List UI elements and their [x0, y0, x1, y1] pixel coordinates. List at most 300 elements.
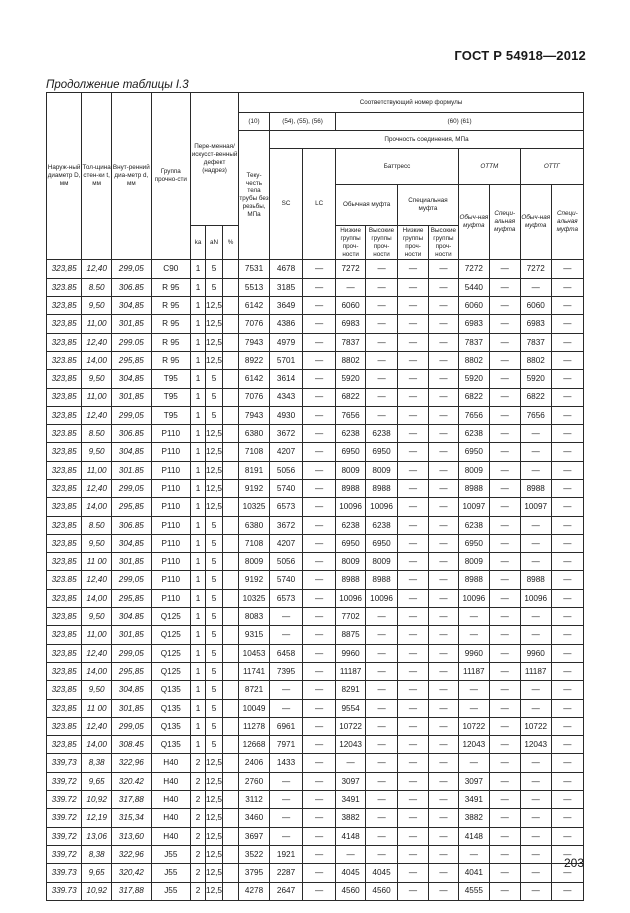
cell-buttress-regular-low: 8291: [336, 681, 366, 699]
table-row: [47, 845, 584, 863]
cell-ottm-regular: —: [458, 754, 489, 772]
cell-outer-diameter: 339.73: [47, 882, 82, 900]
header-buttress-special-low: Низкие группы проч-ности: [398, 226, 429, 260]
cell-strength-group: P110: [151, 498, 190, 516]
cell-strength-group: J55: [151, 864, 190, 882]
cell-sc: —: [270, 699, 303, 717]
cell-outer-diameter: 323,85: [47, 516, 82, 534]
cell-percent: [223, 717, 239, 735]
cell-k-a: 1: [191, 425, 206, 443]
cell-strength-group: P110: [151, 589, 190, 607]
cell-buttress-regular-high: 6950: [366, 443, 398, 461]
cell-buttress-regular-high: —: [366, 351, 398, 369]
cell-ottg-special: —: [551, 772, 583, 790]
cell-buttress-regular-high: 6238: [366, 516, 398, 534]
cell-buttress-regular-low: 7272: [336, 260, 366, 278]
cell-k-a: 1: [191, 406, 206, 424]
cell-strength-group: R 95: [151, 297, 190, 315]
cell-ottm-special: —: [489, 589, 520, 607]
cell-buttress-special-low: —: [398, 736, 429, 754]
cell-yield-pressure: 8009: [239, 553, 270, 571]
table-row: [47, 553, 584, 571]
cell-lc: —: [303, 534, 336, 552]
cell-outer-diameter: 339,72: [47, 772, 82, 790]
cell-lc: —: [303, 864, 336, 882]
cell-lc: —: [303, 772, 336, 790]
cell-sc: 2647: [270, 882, 303, 900]
cell-a-n: 5: [205, 589, 222, 607]
cell-a-n: 5: [205, 644, 222, 662]
header-strength-group: Группа прочно-сти: [151, 93, 190, 260]
cell-ottm-special: —: [489, 608, 520, 626]
cell-lc: —: [303, 699, 336, 717]
cell-ottg-special: —: [551, 754, 583, 772]
cell-buttress-special-high: —: [428, 297, 458, 315]
cell-outer-diameter: 323,85: [47, 736, 82, 754]
cell-k-a: 1: [191, 498, 206, 516]
cell-buttress-regular-low: 3882: [336, 809, 366, 827]
cell-buttress-regular-low: 8009: [336, 461, 366, 479]
cell-strength-group: R 95: [151, 315, 190, 333]
cell-buttress-special-low: —: [398, 425, 429, 443]
cell-lc: —: [303, 351, 336, 369]
cell-sc: —: [270, 608, 303, 626]
table-row: [47, 809, 584, 827]
table-row: [47, 516, 584, 534]
cell-sc: 4343: [270, 388, 303, 406]
cell-buttress-special-high: —: [428, 315, 458, 333]
cell-buttress-special-high: —: [428, 864, 458, 882]
cell-sc: 5056: [270, 553, 303, 571]
cell-sc: 3185: [270, 278, 303, 296]
cell-ottm-special: —: [489, 791, 520, 809]
cell-buttress-special-high: —: [428, 717, 458, 735]
cell-buttress-special-high: —: [428, 662, 458, 680]
table-row: [47, 754, 584, 772]
cell-buttress-regular-high: —: [366, 333, 398, 351]
cell-ottg-special: —: [551, 809, 583, 827]
header-formula-54-56: (54), (55), (56): [270, 113, 336, 131]
cell-buttress-regular-low: 7837: [336, 333, 366, 351]
table-row: [47, 297, 584, 315]
cell-yield-pressure: 11278: [239, 717, 270, 735]
cell-outer-diameter: 323,85: [47, 589, 82, 607]
cell-ottg-special: —: [551, 278, 583, 296]
cell-ottg-regular: —: [520, 827, 551, 845]
cell-wall-thickness: 8,38: [82, 754, 112, 772]
cell-inner-diameter: 299,05: [112, 406, 151, 424]
cell-buttress-regular-high: —: [366, 626, 398, 644]
cell-ottg-regular: —: [520, 681, 551, 699]
cell-sc: 5740: [270, 480, 303, 498]
cell-percent: [223, 608, 239, 626]
cell-percent: [223, 351, 239, 369]
cell-wall-thickness: 11,00: [82, 626, 112, 644]
cell-sc: 3672: [270, 516, 303, 534]
cell-inner-diameter: 301,85: [112, 388, 151, 406]
cell-inner-diameter: 315,34: [112, 809, 151, 827]
cell-ottm-special: —: [489, 406, 520, 424]
cell-sc: 2287: [270, 864, 303, 882]
cell-a-n: 12,5: [205, 882, 222, 900]
cell-yield-pressure: 10325: [239, 589, 270, 607]
cell-outer-diameter: 323,85: [47, 699, 82, 717]
cell-ottg-special: —: [551, 608, 583, 626]
cell-inner-diameter: 304,85: [112, 443, 151, 461]
cell-ottg-regular: —: [520, 516, 551, 534]
cell-outer-diameter: 323,85: [47, 461, 82, 479]
cell-a-n: 12,5: [205, 827, 222, 845]
cell-buttress-regular-high: —: [366, 608, 398, 626]
cell-inner-diameter: 322,96: [112, 845, 151, 863]
cell-buttress-special-high: —: [428, 626, 458, 644]
cell-a-n: 5: [205, 260, 222, 278]
cell-lc: —: [303, 845, 336, 863]
cell-lc: —: [303, 809, 336, 827]
cell-a-n: 12,5: [205, 443, 222, 461]
cell-buttress-regular-low: 10722: [336, 717, 366, 735]
cell-k-a: 1: [191, 589, 206, 607]
cell-buttress-regular-high: —: [366, 644, 398, 662]
table-row: [47, 772, 584, 790]
cell-percent: [223, 516, 239, 534]
cell-percent: [223, 772, 239, 790]
cell-strength-group: H40: [151, 754, 190, 772]
cell-strength-group: T95: [151, 388, 190, 406]
cell-inner-diameter: 304,85: [112, 534, 151, 552]
cell-lc: —: [303, 333, 336, 351]
cell-wall-thickness: 13,06: [82, 827, 112, 845]
table-row: [47, 717, 584, 735]
cell-percent: [223, 644, 239, 662]
cell-ottg-regular: 8802: [520, 351, 551, 369]
cell-buttress-special-low: —: [398, 461, 429, 479]
data-table: [46, 92, 584, 901]
cell-a-n: 12,5: [205, 333, 222, 351]
cell-ottm-special: —: [489, 315, 520, 333]
cell-lc: —: [303, 406, 336, 424]
cell-strength-group: P110: [151, 480, 190, 498]
cell-buttress-regular-high: 6238: [366, 425, 398, 443]
cell-buttress-regular-low: —: [336, 754, 366, 772]
cell-buttress-regular-high: —: [366, 388, 398, 406]
cell-ottm-special: —: [489, 260, 520, 278]
table-row: [47, 644, 584, 662]
cell-a-n: 5: [205, 736, 222, 754]
cell-buttress-regular-low: 4045: [336, 864, 366, 882]
cell-inner-diameter: 317,88: [112, 791, 151, 809]
cell-wall-thickness: 11,00: [82, 461, 112, 479]
cell-ottg-special: —: [551, 388, 583, 406]
cell-buttress-regular-high: 4045: [366, 864, 398, 882]
cell-strength-group: Q135: [151, 699, 190, 717]
cell-wall-thickness: 14,00: [82, 351, 112, 369]
cell-ottg-special: —: [551, 516, 583, 534]
cell-a-n: 12,5: [205, 315, 222, 333]
cell-outer-diameter: 323,85: [47, 370, 82, 388]
cell-strength-group: R 95: [151, 278, 190, 296]
table-header: [47, 93, 584, 260]
table-row: [47, 498, 584, 516]
table-row: [47, 278, 584, 296]
cell-ottg-regular: —: [520, 791, 551, 809]
cell-yield-pressure: 2760: [239, 772, 270, 790]
cell-yield-pressure: 6142: [239, 370, 270, 388]
cell-ottm-special: —: [489, 351, 520, 369]
header-ottg-special: Специ-альная муфта: [551, 185, 583, 260]
cell-ottg-special: —: [551, 644, 583, 662]
cell-buttress-regular-low: 8875: [336, 626, 366, 644]
cell-lc: —: [303, 662, 336, 680]
cell-percent: [223, 882, 239, 900]
cell-wall-thickness: 8.50: [82, 516, 112, 534]
cell-sc: 1921: [270, 845, 303, 863]
cell-lc: —: [303, 589, 336, 607]
cell-buttress-regular-high: 10096: [366, 498, 398, 516]
cell-wall-thickness: 11,00: [82, 315, 112, 333]
cell-outer-diameter: 323,85: [47, 388, 82, 406]
cell-buttress-regular-low: 6983: [336, 315, 366, 333]
cell-buttress-special-high: —: [428, 644, 458, 662]
cell-inner-diameter: 299,05: [112, 260, 151, 278]
cell-strength-group: H40: [151, 827, 190, 845]
cell-buttress-regular-low: 11187: [336, 662, 366, 680]
cell-yield-pressure: 9192: [239, 571, 270, 589]
cell-buttress-regular-high: 6950: [366, 534, 398, 552]
cell-ottm-regular: 7837: [458, 333, 489, 351]
header-defect: Пере-менная/ искусст-венный дефект (надрез): [191, 93, 239, 226]
cell-ottg-regular: 6822: [520, 388, 551, 406]
cell-buttress-regular-low: 5920: [336, 370, 366, 388]
cell-ottm-special: —: [489, 644, 520, 662]
cell-ottg-regular: —: [520, 699, 551, 717]
cell-ottg-special: —: [551, 370, 583, 388]
cell-inner-diameter: 295,85: [112, 589, 151, 607]
cell-buttress-special-high: —: [428, 516, 458, 534]
cell-k-a: 2: [191, 864, 206, 882]
cell-a-n: 5: [205, 553, 222, 571]
cell-outer-diameter: 323.85: [47, 717, 82, 735]
cell-buttress-special-high: —: [428, 553, 458, 571]
table-row: [47, 315, 584, 333]
cell-sc: 7395: [270, 662, 303, 680]
cell-sc: —: [270, 626, 303, 644]
cell-yield-pressure: 6142: [239, 297, 270, 315]
header-buttress: Баттресс: [336, 149, 459, 185]
cell-ottm-regular: 7656: [458, 406, 489, 424]
cell-k-a: 1: [191, 461, 206, 479]
cell-ottm-special: —: [489, 498, 520, 516]
cell-outer-diameter: 323,85: [47, 498, 82, 516]
cell-buttress-regular-low: —: [336, 845, 366, 863]
cell-wall-thickness: 12,40: [82, 571, 112, 589]
cell-percent: [223, 333, 239, 351]
cell-sc: 5056: [270, 461, 303, 479]
cell-wall-thickness: 8.50: [82, 425, 112, 443]
cell-buttress-regular-high: —: [366, 754, 398, 772]
cell-lc: —: [303, 443, 336, 461]
cell-percent: [223, 571, 239, 589]
cell-ottm-regular: 5920: [458, 370, 489, 388]
cell-sc: 1433: [270, 754, 303, 772]
cell-k-a: 1: [191, 553, 206, 571]
header-yield-pressure: Теку-честь тела трубы без резьбы, МПа: [239, 131, 270, 260]
cell-outer-diameter: 323,85: [47, 626, 82, 644]
cell-buttress-special-low: —: [398, 608, 429, 626]
cell-lc: —: [303, 480, 336, 498]
cell-ottm-special: —: [489, 626, 520, 644]
cell-k-a: 1: [191, 297, 206, 315]
cell-ottm-special: —: [489, 278, 520, 296]
table-row: [47, 480, 584, 498]
cell-ottg-regular: —: [520, 461, 551, 479]
cell-strength-group: J55: [151, 845, 190, 863]
cell-buttress-special-low: —: [398, 278, 429, 296]
cell-ottm-special: —: [489, 516, 520, 534]
table-row: [47, 425, 584, 443]
table-caption: Продолжение таблицы I.3: [46, 79, 189, 91]
cell-buttress-regular-low: 12043: [336, 736, 366, 754]
cell-sc: 4979: [270, 333, 303, 351]
table-row: [47, 626, 584, 644]
cell-buttress-special-low: —: [398, 644, 429, 662]
cell-lc: —: [303, 736, 336, 754]
cell-inner-diameter: 299,05: [112, 480, 151, 498]
cell-strength-group: Q135: [151, 681, 190, 699]
cell-a-n: 12,5: [205, 754, 222, 772]
cell-lc: —: [303, 644, 336, 662]
cell-yield-pressure: 9192: [239, 480, 270, 498]
cell-a-n: 12,5: [205, 297, 222, 315]
cell-yield-pressure: 7531: [239, 260, 270, 278]
cell-buttress-special-high: —: [428, 534, 458, 552]
cell-sc: —: [270, 809, 303, 827]
cell-sc: 4386: [270, 315, 303, 333]
cell-outer-diameter: 339.72: [47, 809, 82, 827]
cell-k-a: 1: [191, 736, 206, 754]
cell-k-a: 1: [191, 260, 206, 278]
cell-lc: —: [303, 370, 336, 388]
cell-a-n: 5: [205, 388, 222, 406]
header-ottg: ОТТГ: [520, 149, 583, 185]
cell-strength-group: R 95: [151, 333, 190, 351]
cell-inner-diameter: 299,05: [112, 571, 151, 589]
cell-a-n: 5: [205, 608, 222, 626]
table-row: [47, 333, 584, 351]
cell-ottm-special: —: [489, 882, 520, 900]
cell-buttress-regular-low: 3097: [336, 772, 366, 790]
cell-yield-pressure: 9315: [239, 626, 270, 644]
cell-buttress-regular-high: —: [366, 260, 398, 278]
cell-wall-thickness: 10,92: [82, 882, 112, 900]
table-row: [47, 534, 584, 552]
cell-strength-group: Q125: [151, 644, 190, 662]
cell-buttress-regular-low: 6950: [336, 443, 366, 461]
cell-percent: [223, 260, 239, 278]
cell-percent: [223, 699, 239, 717]
cell-ottm-special: —: [489, 480, 520, 498]
cell-lc: —: [303, 553, 336, 571]
cell-strength-group: Q125: [151, 662, 190, 680]
cell-strength-group: R 95: [151, 351, 190, 369]
cell-lc: —: [303, 681, 336, 699]
header-buttress-special: Специальная муфта: [398, 185, 459, 226]
cell-buttress-special-low: —: [398, 406, 429, 424]
cell-outer-diameter: 323,85: [47, 480, 82, 498]
cell-wall-thickness: 9,50: [82, 370, 112, 388]
cell-outer-diameter: 323,85: [47, 662, 82, 680]
cell-wall-thickness: 12,40: [82, 333, 112, 351]
cell-buttress-regular-high: 4560: [366, 882, 398, 900]
cell-wall-thickness: 12,40: [82, 644, 112, 662]
cell-buttress-special-low: —: [398, 791, 429, 809]
cell-ottg-special: —: [551, 845, 583, 863]
cell-ottm-regular: 6238: [458, 516, 489, 534]
cell-ottm-regular: 3491: [458, 791, 489, 809]
table-row: [47, 681, 584, 699]
cell-buttress-regular-low: 6238: [336, 516, 366, 534]
cell-buttress-regular-high: —: [366, 406, 398, 424]
cell-ottm-regular: 4555: [458, 882, 489, 900]
cell-ottm-special: —: [489, 827, 520, 845]
cell-ottm-special: —: [489, 534, 520, 552]
cell-ottg-special: —: [551, 534, 583, 552]
cell-buttress-special-low: —: [398, 333, 429, 351]
cell-outer-diameter: 339,73: [47, 754, 82, 772]
cell-ottm-regular: 8802: [458, 351, 489, 369]
cell-wall-thickness: 9,50: [82, 608, 112, 626]
cell-ottg-special: —: [551, 553, 583, 571]
cell-yield-pressure: 7943: [239, 333, 270, 351]
cell-k-a: 2: [191, 772, 206, 790]
cell-ottg-special: —: [551, 681, 583, 699]
cell-ottm-regular: 11187: [458, 662, 489, 680]
cell-buttress-special-low: —: [398, 553, 429, 571]
cell-buttress-special-low: —: [398, 864, 429, 882]
cell-inner-diameter: 322,96: [112, 754, 151, 772]
cell-buttress-special-low: —: [398, 754, 429, 772]
cell-buttress-regular-low: 10096: [336, 589, 366, 607]
cell-k-a: 1: [191, 662, 206, 680]
cell-inner-diameter: 301,85: [112, 315, 151, 333]
header-a-n: aN: [205, 226, 222, 260]
cell-strength-group: Q125: [151, 626, 190, 644]
cell-sc: 4678: [270, 260, 303, 278]
cell-lc: —: [303, 608, 336, 626]
cell-k-a: 1: [191, 644, 206, 662]
cell-lc: —: [303, 791, 336, 809]
table-row: [47, 351, 584, 369]
cell-ottm-regular: 8988: [458, 571, 489, 589]
cell-ottm-regular: 3097: [458, 772, 489, 790]
cell-buttress-special-high: —: [428, 370, 458, 388]
cell-buttress-regular-low: 8988: [336, 480, 366, 498]
cell-ottm-special: —: [489, 864, 520, 882]
cell-buttress-regular-high: —: [366, 297, 398, 315]
header-buttress-regular-high: Высокие группы проч-ности: [366, 226, 398, 260]
cell-lc: —: [303, 297, 336, 315]
cell-buttress-regular-high: 8009: [366, 553, 398, 571]
cell-ottm-regular: 4148: [458, 827, 489, 845]
header-ottm-special: Специ-альная муфта: [489, 185, 520, 260]
cell-lc: —: [303, 260, 336, 278]
cell-a-n: 5: [205, 681, 222, 699]
cell-buttress-regular-high: —: [366, 717, 398, 735]
cell-strength-group: Q135: [151, 717, 190, 735]
cell-sc: 3649: [270, 297, 303, 315]
cell-yield-pressure: 2406: [239, 754, 270, 772]
cell-lc: —: [303, 717, 336, 735]
